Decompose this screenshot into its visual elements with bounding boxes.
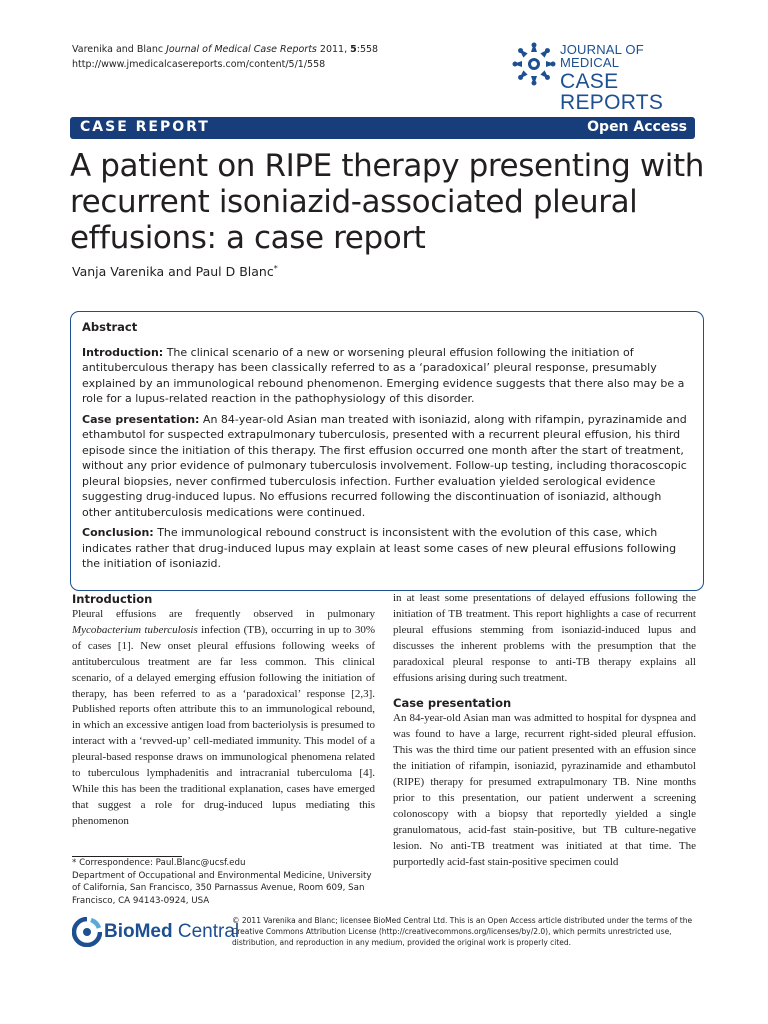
journal-logo [512,40,702,114]
abstract-section-text: The immunological rebound construct is inconsistent with the evolution of this case, which indicates rather that drug-induced lupus may explain at least some cases of new pleural effusions following the initiation of isoniazid. [82,526,677,570]
abstract-section-label: Conclusion: [82,526,154,539]
citation-line [72,42,378,57]
author-list [72,264,278,279]
journal-name-line2: CASE REPORTS [560,70,664,114]
abstract-case-presentation [82,412,692,521]
introduction-paragraph [72,607,375,830]
license-statement: © 2011 Varenika and Blanc; licensee BioMed Central Ltd. This is an Open Access article distributed under the terms of the Creative Commons Attribution License (http://creativecommons.org/licenses/by/2.0), which permits unrestricted use, distribution, and reproduction in any medium, provided the original work is properly cited. [232,916,693,947]
body-right-column [393,591,696,871]
open-access-label: Open Access [587,119,687,135]
abstract-section-label: Case presentation: [82,412,200,426]
citation-header [72,42,378,72]
citation-authors: Varenika and Blanc [72,44,164,55]
paragraph-text: Pleural effusions are frequently observed in pulmonary [72,608,375,620]
corresponding-author-mark: * [273,264,278,273]
abstract-section-text: The clinical scenario of a new or worsening pleural effusion following the initiation of antituberculous therapy has been classically referred to as a ‘paradoxical’ pleural response, presumably explained by an immunological rebound phenomenon. Emerging evidence suggests that there also may be a role for a lupus-related reaction in the pathophysiology of this disorder. [82,345,685,405]
article-url-link[interactable]: http://www.jmedicalcasereports.com/content/5/1/558 [72,59,326,70]
abstract-box [70,311,704,591]
footnotes [72,857,372,907]
case-presentation-paragraph: An 84-year-old Asian man was admitted to hospital for dyspnea and was found to have a large, recurrent right-sided pleural effusion. This was the third time our patient presented with an effusion since the initiation of rifampin, isoniazid, pyrazinamide and ethambutol (RIPE) therapy for presumed extrapulmonary TB. Nine months prior to this presentation, our patient underwent a screening colonoscopy with a biopsy that reportedly yielded a single granulomatous, acid-fast stain-positive, but TB culture-negative lesion. No anti-TB treatment was initiated at that time. The purportedly acid-fast stain-positive specimen could [393,712,696,868]
journal-name-line1: JOURNAL OF MEDICAL [560,42,644,70]
author-names: Vanja Varenika and Paul D Blanc [72,264,274,280]
abstract-conclusion [82,525,692,572]
body-left-column [72,591,375,830]
affiliation-note: Department of Occupational and Environmental Medicine, University of California, San Francisco, 350 Parnassus Avenue, Room 609, San Francisco, CA 94143-0924, USA [72,870,372,906]
logo-text-regular: Central [172,921,240,942]
citation-volume: 5 [350,44,357,55]
abstract-section-text: An 84-year-old Asian man treated with isoniazid, along with rifampin, pyrazinamide and ethambutol for suspected extrapulmonary tuberculosis, presented with a recurrent pleural effusion, his third episode since the initiation of this therapy. The first effusion occurred one month after the start of treatment, without any prior evidence of pulmonary tuberculosis involvement. Follow-up testing, including thoracoscopic pleural biopsies, never confirmed tuberculosis infection. Further evaluation yielded serological evidence suggesting drug-induced lupus. No effusions recurred following the discontinuation of isoniazid, although other antituberculosis medications were continued. [82,412,687,519]
abstract-introduction [82,345,692,407]
paragraph-text: infection (TB), occurring in up to 30% of cases [1]. New onset pleural effusions following weeks of antituberculous treatment are far less common. This clinical scenario, of a delayed emerging effusion following the initiation of therapy, has been referred to as a ‘paradoxical’ response [2,3]. Published reports often attribute this to an immunological rebound, in which an excessive antigen load from bacteriolysis is presumed to interact with a ‘revved-up’ cell-mediated immunity. This model of a pleural-based response draws on immunological phenomena related to tuberculous lymphadenitis and intracranial tuberculoma [4]. While this has been the traditional explanation, cases have emerged that suggest a role for drug-induced lupus mediating this phenomenon [72,623,375,827]
article-type-label: CASE REPORT [80,119,210,135]
logo-text-bold: BioMed [104,921,173,942]
abstract-section-label: Introduction: [82,345,164,359]
introduction-heading: Introduction [72,592,153,606]
introduction-paragraph-continued: in at least some presentations of delayed effusions following the initiation of TB treatment. This report highlights a case of recurrent pleural effusions stemming from isoniazid-induced lupus and discusses the inherent problems with the presumption that the paradoxical pleural response to anti-TB therapy explains all effusions arising during such treatment. [393,592,696,684]
star-burst-icon [512,42,556,86]
citation-year: 2011, [319,44,351,55]
species-name: Mycobacterium tuberculosis [72,623,198,636]
case-presentation-heading: Case presentation [393,696,512,711]
biomed-central-icon [72,917,102,947]
citation-journal: Journal of Medical Case Reports [166,44,317,55]
citation-article: :558 [356,44,379,55]
biomed-central-logo [72,916,240,952]
article-title: A patient on RIPE therapy presenting with recurrent isoniazid-associated pleural effusions: a case report [70,148,705,256]
article-type-banner [70,117,695,139]
correspondence-note: * Correspondence: Paul.Blanc@ucsf.edu [72,858,246,868]
abstract-heading: Abstract [82,320,138,334]
